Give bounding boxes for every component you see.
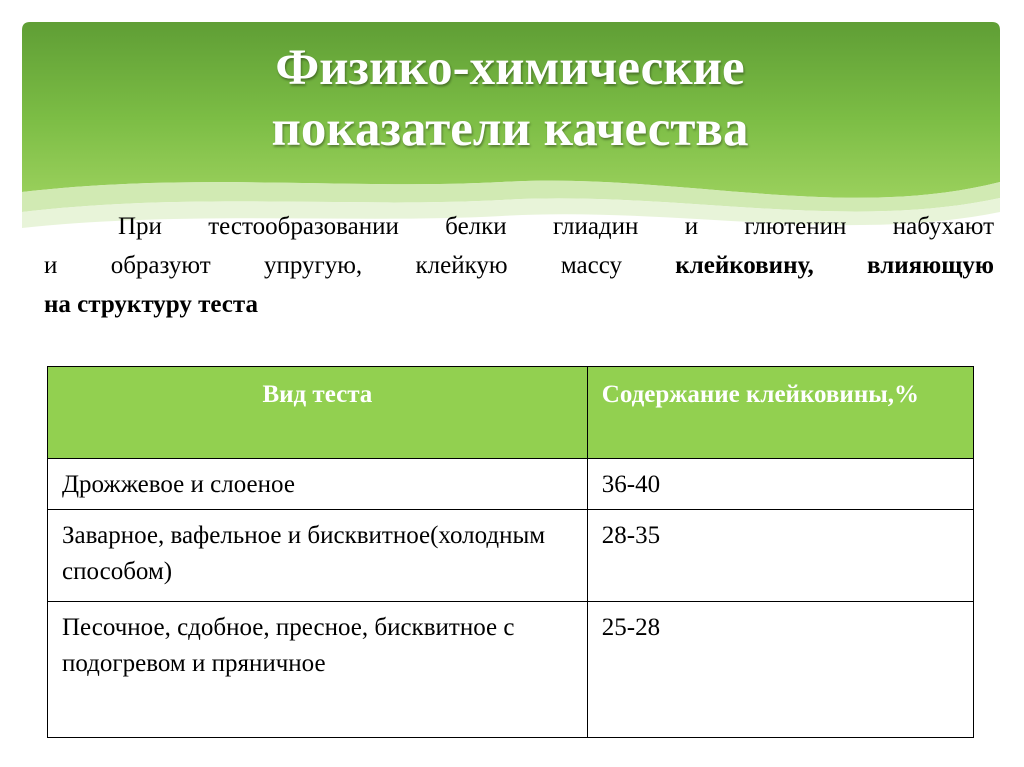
title-line-2: показатели качества [271,101,749,157]
cell-dough-type: Дрожжевое и слоеное [48,459,588,510]
paragraph-line-2-text: и образуют упругую, клейкую массу [44,252,676,279]
slide-title [30,38,990,160]
cell-dough-type: Заварное, вафельное и бисквитное(холодным способом) [48,510,588,602]
paragraph-line-2 [44,246,994,285]
gluten-table [47,366,974,738]
table-row [48,459,974,510]
table-row [48,510,974,602]
cell-gluten-value: 25-28 [587,602,973,738]
cell-gluten-value: 28-35 [587,510,973,602]
paragraph-line-3 [44,285,994,324]
header-dough-type: Вид теста [48,367,588,459]
paragraph-line-2-bold: клейковину, влияющую [675,252,994,279]
cell-gluten-value: 36-40 [587,459,973,510]
table-row [48,602,974,738]
title-line-1: Физико-химические [275,40,745,96]
paragraph-line-3-bold: на структуру теста [44,291,258,318]
paragraph-line-1: При тестообразовании белки глиадин и глютенин набухают [118,213,994,240]
intro-paragraph [44,207,994,324]
header-gluten-content: Содержание клейковины,% [587,367,973,459]
cell-dough-type: Песочное, сдобное, пресное, бисквитное с подогревом и пряничное [48,602,588,738]
table-header-row [48,367,974,459]
